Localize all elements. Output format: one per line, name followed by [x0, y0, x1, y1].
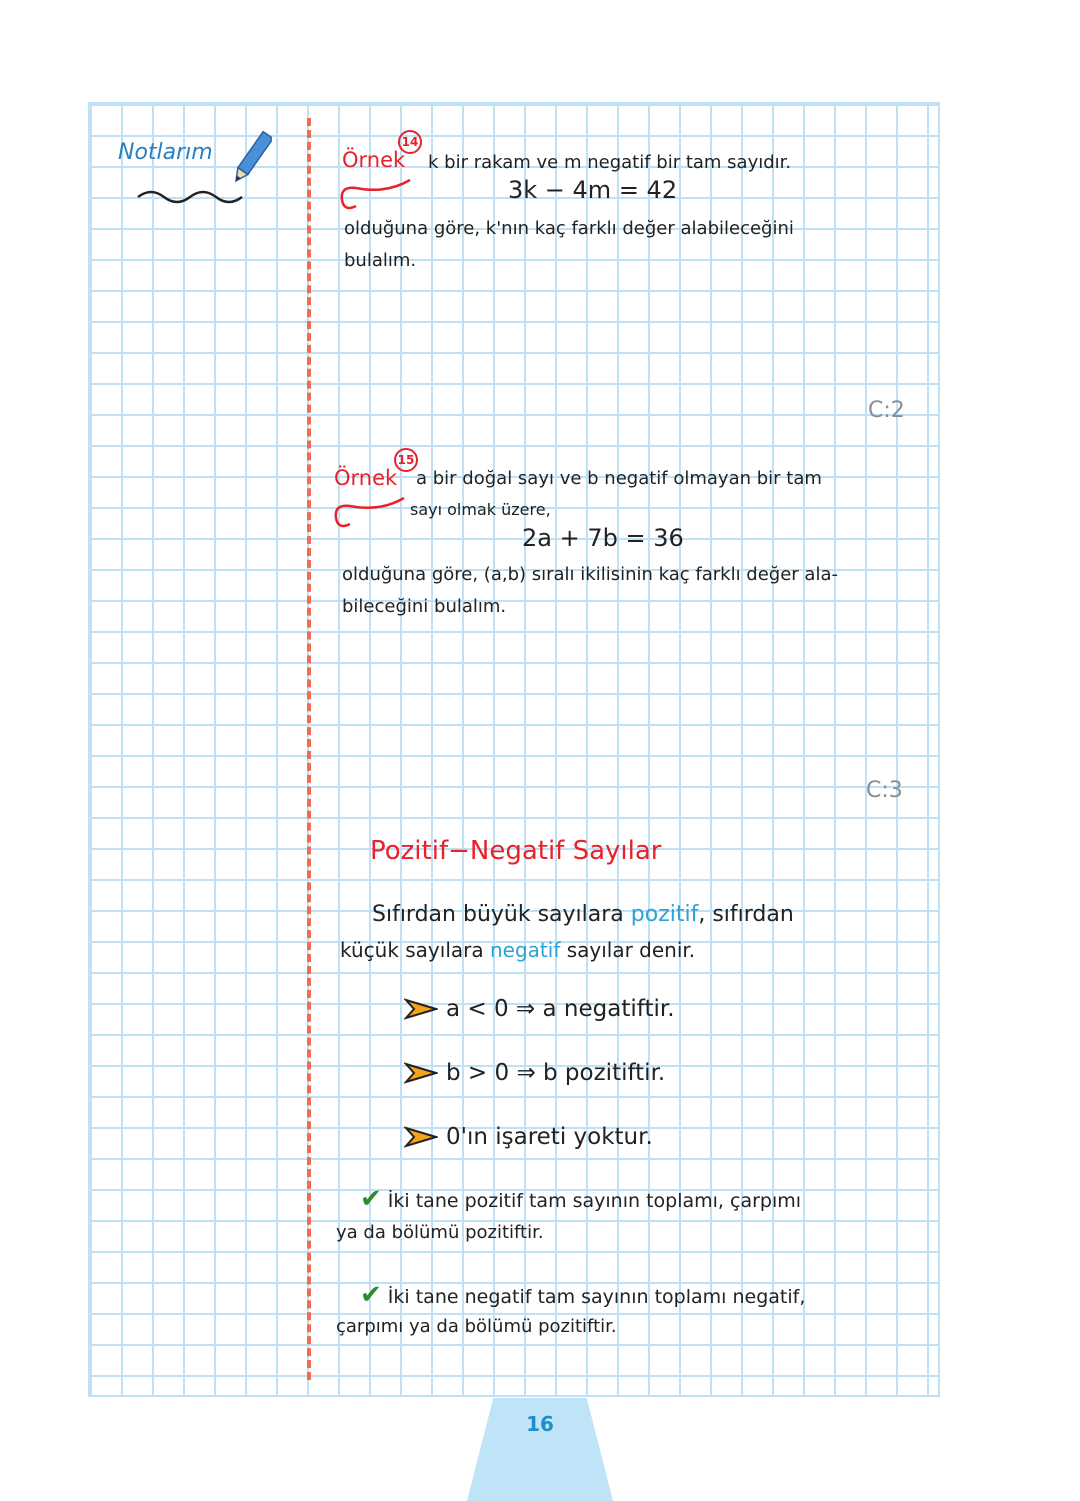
example15-line1b: sayı olmak üzere, — [410, 500, 551, 519]
squiggle-decoration — [136, 185, 246, 209]
check-item-2 — [360, 1280, 805, 1310]
orange-arrow-icon — [404, 1062, 438, 1084]
red-swirl-decoration — [330, 494, 410, 534]
checkmark-icon: ✔ — [360, 1280, 382, 1310]
para1-highlight: pozitif — [630, 902, 699, 927]
bullet-item — [404, 996, 675, 1022]
para2-part2: sayılar denir. — [566, 938, 696, 962]
example14-number: 14 — [398, 130, 422, 154]
bullet-text: b > 0 ⇒ b pozitiftir. — [446, 1060, 666, 1086]
example14-equation: 3k − 4m = 42 — [508, 176, 678, 204]
example15-label: Örnek — [334, 466, 398, 490]
margin-line — [307, 118, 311, 1380]
bullet-text: a < 0 ⇒ a negatiftir. — [446, 996, 675, 1022]
bullet-item — [404, 1060, 665, 1086]
para2-part1: küçük sayılara — [340, 938, 484, 962]
section-paragraph-line2 — [340, 938, 695, 962]
check1-line1: İki tane pozitif tam sayının toplamı, çarpımı — [387, 1190, 802, 1212]
checkmark-icon: ✔ — [360, 1184, 382, 1214]
check1-line2: ya da bölümü pozitiftir. — [336, 1222, 544, 1243]
example14-line2: olduğuna göre, k'nın kaç farklı değer alabileceğini — [344, 218, 794, 239]
check-item-1 — [360, 1184, 801, 1214]
red-swirl-decoration — [336, 176, 416, 216]
bullet-item — [404, 1124, 653, 1150]
example15-line1: a bir doğal sayı ve b negatif olmayan bir tam — [416, 468, 822, 489]
para1-part1: Sıfırdan büyük sayılara — [372, 902, 624, 927]
example15-line3: bileceğini bulalım. — [342, 596, 507, 617]
example15-line2: olduğuna göre, (a,b) sıralı ikilisinin kaç farklı değer ala- — [342, 564, 838, 585]
example15-equation: 2a + 7b = 36 — [522, 524, 684, 552]
orange-arrow-icon — [404, 998, 438, 1020]
check2-line1: İki tane negatif tam sayının toplamı negatif, — [387, 1286, 806, 1308]
example15-number: 15 — [394, 448, 418, 472]
bullet-text: 0'ın işareti yoktur. — [446, 1124, 653, 1150]
example14-line1: k bir rakam ve m negatif bir tam sayıdır. — [428, 152, 792, 173]
para1-part2: , sıfırdan — [698, 902, 794, 927]
orange-arrow-icon — [404, 1126, 438, 1148]
section-paragraph-line1 — [372, 902, 794, 927]
pencil-icon — [232, 128, 272, 188]
example14-answer: C:2 — [868, 398, 905, 423]
check2-line2: çarpımı ya da bölümü pozitiftir. — [336, 1316, 617, 1337]
para2-highlight: negatif — [489, 938, 561, 962]
section-heading: Pozitif−Negatif Sayılar — [370, 836, 662, 866]
example14-label: Örnek — [342, 148, 406, 172]
example14-line3: bulalım. — [344, 250, 417, 271]
example15-answer: C:3 — [866, 778, 903, 803]
notes-title: Notlarım — [118, 140, 213, 165]
page-number: 16 — [526, 1412, 554, 1436]
